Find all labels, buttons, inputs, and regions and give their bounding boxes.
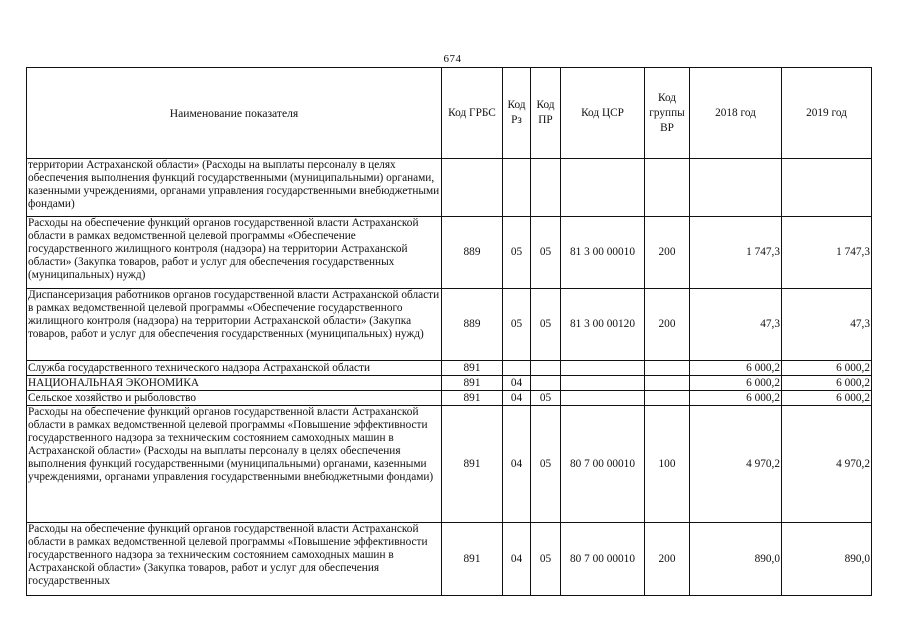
header-2019: 2019 год [782,68,872,159]
row-csr [561,376,645,391]
row-name: территории Астраханской области» (Расходы на выплаты персоналу в целях обеспечения выполнения функций государственными (муниципальными) органами, казенными учреждениями, органами управления государственными внебюджетными фондами) [27,159,442,217]
table-row [27,523,872,596]
table-row [27,159,872,217]
row-grbs: 889 [442,289,503,361]
row-2019: 1 747,3 [782,217,872,289]
row-vr [645,361,690,376]
header-vr [645,68,690,159]
row-pr: 05 [531,406,561,523]
row-pr: 05 [531,391,561,406]
row-grbs: 891 [442,391,503,406]
row-name: Расходы на обеспечение функций органов государственной власти Астраханской области в рамках ведомственной целевой программы «Повышение эффективности государственного надзора за техническим состоянием самоходных машин в Астраханской области» (Закупка товаров, работ и услуг для обеспечения государственных [27,523,442,596]
row-csr: 81 3 00 00120 [561,289,645,361]
header-row [27,68,872,159]
header-pr-bottom: ПР [538,114,553,126]
row-csr: 80 7 00 00010 [561,406,645,523]
header-name: Наименование показателя [27,68,442,159]
row-name: Служба государственного технического надзора Астраханской области [27,361,442,376]
row-2019: 4 970,2 [782,406,872,523]
row-vr: 200 [645,217,690,289]
row-vr [645,159,690,217]
table-row [27,406,872,523]
header-grbs: Код ГРБС [442,68,503,159]
row-2018: 1 747,3 [690,217,782,289]
row-name: Расходы на обеспечение функций органов государственной власти Астраханской области в рамках ведомственной целевой программы «Обеспечение государственного жилищного контроля (надзора) на территории Астраханской области» (Закупка товаров, работ и услуг для обеспечения государственных (муниципальных) нужд) [27,217,442,289]
row-2019: 6 000,2 [782,361,872,376]
row-name: Сельское хозяйство и рыболовство [27,391,442,406]
row-2018: 4 970,2 [690,406,782,523]
row-grbs: 891 [442,361,503,376]
page-number: 674 [443,53,462,65]
header-vr-line2: группы [649,106,685,119]
row-2019: 6 000,2 [782,376,872,391]
row-rz: 05 [503,289,531,361]
row-vr [645,376,690,391]
row-pr [531,159,561,217]
row-pr [531,376,561,391]
row-pr: 05 [531,289,561,361]
header-rz [503,68,531,159]
row-2019: 890,0 [782,523,872,596]
row-2018: 6 000,2 [690,361,782,376]
table-row [27,217,872,289]
row-rz: 04 [503,376,531,391]
row-2018: 6 000,2 [690,376,782,391]
row-name: Диспансеризация работников органов государственной власти Астраханской области в рамках ведомственной целевой программы «Обеспечение государственного жилищного контроля (надзора) на территории Астраханской области» (Закупка товаров, работ и услуг для обеспечения государственных (муниципальных) нужд) [27,289,442,361]
header-csr: Код ЦСР [561,68,645,159]
row-2019: 47,3 [782,289,872,361]
table-row [27,289,872,361]
row-pr [531,361,561,376]
row-2018: 6 000,2 [690,391,782,406]
table-row [27,391,872,406]
row-name: Расходы на обеспечение функций органов государственной власти Астраханской области в рамках ведомственной целевой программы «Повышение эффективности государственного надзора за техническим состоянием самоходных машин в Астраханской области» (Расходы на выплаты персоналу в целях обеспечения выполнения функций государственными (муниципальными) органами, казенными учреждениями, органами управления государственными внебюджетными фондами) [27,406,442,523]
header-rz-bottom: Рз [511,114,522,126]
row-2018: 47,3 [690,289,782,361]
row-vr [645,391,690,406]
table-row [27,376,872,391]
row-csr: 80 7 00 00010 [561,523,645,596]
row-pr: 05 [531,217,561,289]
row-vr: 200 [645,289,690,361]
row-vr: 100 [645,406,690,523]
row-csr [561,391,645,406]
row-rz: 04 [503,523,531,596]
row-name: НАЦИОНАЛЬНАЯ ЭКОНОМИКА [27,376,442,391]
row-csr: 81 3 00 00010 [561,217,645,289]
row-2018: 890,0 [690,523,782,596]
row-rz: 05 [503,217,531,289]
header-pr [531,68,561,159]
row-2018 [690,159,782,217]
row-rz [503,159,531,217]
row-grbs [442,159,503,217]
row-grbs: 891 [442,523,503,596]
row-csr [561,361,645,376]
row-grbs: 891 [442,376,503,391]
header-vr-line1: Код [657,91,677,104]
row-grbs: 889 [442,217,503,289]
header-vr-line3: ВР [660,121,674,134]
row-rz [503,361,531,376]
row-2019 [782,159,872,217]
row-grbs: 891 [442,406,503,523]
row-rz: 04 [503,406,531,523]
row-rz: 04 [503,391,531,406]
header-rz-top: Код [507,99,526,111]
header-pr-top: Код [536,99,555,111]
row-pr: 05 [531,523,561,596]
budget-table [26,67,872,596]
row-2019: 6 000,2 [782,391,872,406]
table-row [27,361,872,376]
row-csr [561,159,645,217]
row-vr: 200 [645,523,690,596]
header-2018: 2018 год [690,68,782,159]
